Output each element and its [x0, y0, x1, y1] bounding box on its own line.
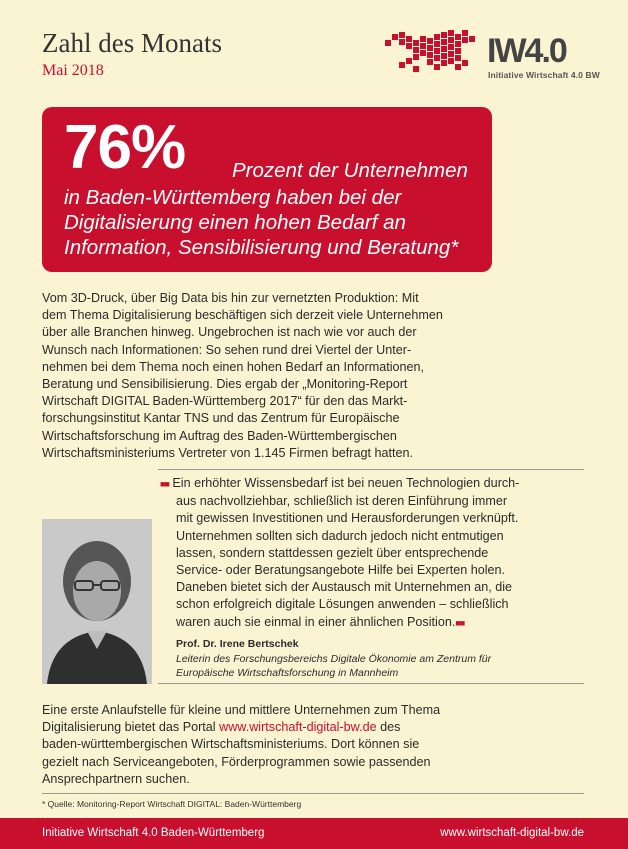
quote-line: Daneben bietet sich der Austausch mit Unternehmen an, die	[176, 580, 513, 595]
body-line: Wunsch nach Informationen: So sehen rund drei Viertel der Unter-	[42, 342, 412, 357]
highlight-line: Digitalisierung einen hohen Bedarf an	[64, 211, 406, 234]
logo-caption: Initiative Wirtschaft 4.0 BW	[488, 70, 600, 80]
body-line: Vom 3D-Druck, über Big Data bis hin zur vernetzten Produktion: Mit	[42, 291, 419, 305]
quote-top-divider	[158, 469, 584, 470]
closing-line: Digitalisierung bietet das Portal	[42, 720, 220, 735]
author-photo	[42, 519, 152, 684]
quote-line: Service- oder Beratungsangebote Hilfe bei Experten holen.	[176, 563, 506, 578]
body-paragraph	[42, 290, 512, 462]
closing-line: des	[376, 720, 401, 735]
page-subtitle: Mai 2018	[42, 62, 104, 79]
footnote-divider	[42, 793, 584, 794]
closing-line: gezielt nach Serviceangeboten, Förderprogrammen sowie passenden	[42, 754, 431, 769]
body-line: dem Thema Digitalisierung beschäftigen sich derzeit viele Unternehmen	[42, 308, 443, 323]
quote-line: Ein erhöhter Wissensbedarf ist bei neuen Technologien durch-	[172, 476, 520, 490]
footer-initiative-name: Initiative Wirtschaft 4.0 Baden-Württemberg	[42, 827, 265, 839]
portal-link[interactable]: www.wirtschaft-digital-bw.de	[219, 720, 377, 735]
quote-author: Prof. Dr. Irene Bertschek	[176, 638, 299, 650]
footer-bar	[0, 818, 628, 849]
body-line: Beratung und Sensibilisierung. Dies ergab der „Monitoring-Report	[42, 377, 408, 392]
author-role-line: Europäische Wirtschaftsforschung in Mannheim	[176, 667, 399, 679]
body-line: Wirtschaft DIGITAL Baden-Württemberg 2017“ für den das Markt-	[42, 394, 408, 409]
highlight-line: Information, Sensibilisierung und Beratung*	[64, 236, 459, 259]
closing-line: baden-württembergischen Wirtschaftsministeriums. Dort können sie	[42, 737, 420, 752]
author-role-line: Leiterin des Forschungsbereichs Digitale Ökonomie am Zentrum für	[176, 653, 492, 665]
quote-line: aus nachvollziehbar, schließlich ist deren Einführung immer	[176, 494, 508, 509]
footnote: * Quelle: Monitoring-Report Wirtschaft DIGITAL: Baden-Württemberg	[42, 799, 302, 809]
highlight-line: in Baden-Württemberg haben bei der	[64, 186, 402, 209]
quote-bottom-divider	[158, 683, 584, 684]
quote-author-role	[176, 652, 491, 680]
highlight-line: Prozent der Unternehmen	[232, 159, 468, 182]
page-title: Zahl des Monats	[42, 28, 222, 58]
quote-line: waren auch sie einmal in einer ähnlichen Position.	[176, 614, 456, 629]
closing-line: Ansprechpartnern suchen.	[42, 771, 190, 786]
body-line: Wirtschaftsforschung im Auftrag des Baden-Württembergischen	[42, 428, 397, 443]
quote-line: Unternehmen sollten sich dadurch jedoch nicht entmutigen	[176, 528, 504, 543]
body-line: forschungsinstitut Kantar TNS und das Zentrum für Europäische	[42, 411, 400, 426]
logo-wordmark: IW4.0	[487, 32, 566, 70]
quote-line: lassen, sondern stattdessen gezielt über entsprechende	[176, 545, 489, 560]
closing-line: Eine erste Anlaufstelle für kleine und mittlere Unternehmen zum Thema	[42, 703, 441, 717]
highlight-number: 76%	[64, 113, 186, 182]
footer-website-link[interactable]: www.wirtschaft-digital-bw.de	[440, 827, 584, 839]
closing-paragraph	[42, 702, 582, 788]
quote-block	[160, 475, 590, 632]
body-line: nehmen bei dem Thema noch einen hohen Bedarf an Informationen,	[42, 359, 425, 374]
highlight-box	[42, 107, 492, 272]
quote-close-mark: ■■	[455, 617, 465, 628]
quote-line: schon erfolgreich digitale Lösungen anwenden – schließlich	[176, 597, 509, 612]
body-line: Wirtschaftsministeriums Vertreter von 1.145 Firmen befragt hatten.	[42, 445, 413, 460]
quote-open-mark: ■■	[160, 479, 169, 489]
quote-line: mit gewissen Investitionen und Herausforderungen verknüpft.	[176, 511, 519, 526]
body-line: über alle Branchen hinweg. Ungebrochen ist nach wie vor auch der	[42, 325, 417, 340]
